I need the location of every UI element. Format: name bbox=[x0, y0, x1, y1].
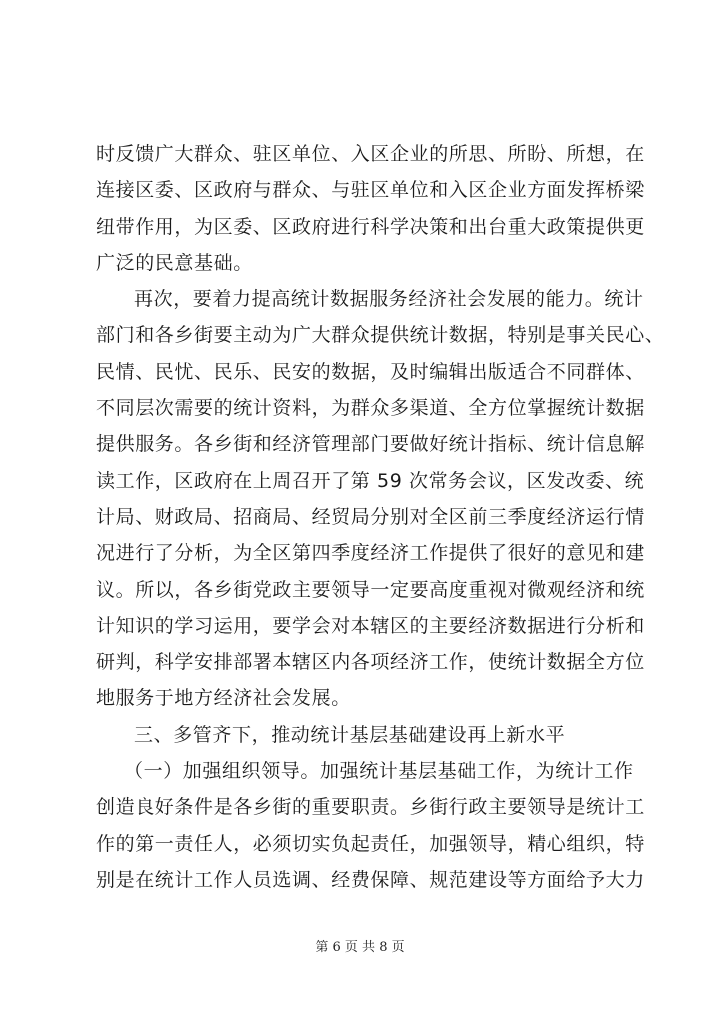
section-heading: 三、多管齐下，推动统计基层基础建设再上新水平 bbox=[134, 723, 566, 746]
text-line: 计局、财政局、招商局、经贸局分别对全区前三季度经济运行情 bbox=[96, 505, 645, 528]
text-line: 况进行了分析，为全区第四季度经济工作提供了很好的意见和建 bbox=[96, 542, 645, 565]
text-line: 研判，科学安排部署本辖区内各项经济工作，使统计数据全方位 bbox=[96, 651, 645, 674]
paragraph-start-line: 再次，要着力提高统计数据服务经济社会发展的能力。统计 bbox=[134, 288, 644, 311]
text-line: 民情、民忧、民乐、民安的数据，及时编辑出版适合不同群体、 bbox=[96, 360, 645, 383]
text-line: 提供服务。各乡街和经济管理部门要做好统计指标、统计信息解 bbox=[96, 433, 645, 456]
text-line: 纽带作用，为区委、区政府进行科学决策和出台重大政策提供更 bbox=[96, 215, 645, 238]
text-line: 计知识的学习运用，要学会对本辖区的主要经济数据进行分析和 bbox=[96, 614, 645, 637]
page-number-label: 第 6 页 共 8 页 bbox=[315, 940, 405, 955]
document-body bbox=[96, 136, 665, 898]
text-line: 读工作，区政府在上周召开了第 59 次常务会议，区发改委、统 bbox=[96, 469, 645, 492]
subsection-start-line: （一）加强组织领导。加强统计基层基础工作，为统计工作 bbox=[124, 760, 634, 783]
text-line: 作的第一责任人，必须切实负起责任，加强领导，精心组织，特 bbox=[96, 832, 645, 855]
text-line: 时反馈广大群众、驻区单位、入区企业的所思、所盼、所想，在 bbox=[96, 143, 645, 165]
text-line: 地服务于地方经济社会发展。 bbox=[96, 687, 351, 710]
text-line: 不同层次需要的统计资料，为群众多渠道、全方位掌握统计数据 bbox=[96, 397, 645, 420]
text-line: 连接区委、区政府与群众、与驻区单位和入区企业方面发挥桥梁 bbox=[96, 179, 645, 202]
page-footer bbox=[0, 936, 720, 955]
text-line: 别是在统计工作人员选调、经费保障、规范建设等方面给予大力 bbox=[96, 868, 645, 891]
text-line: 部门和各乡街要主动为广大群众提供统计数据，特别是事关民心、 bbox=[96, 324, 665, 347]
text-line: 广泛的民意基础。 bbox=[96, 251, 253, 274]
text-line: 议。所以，各乡街党政主要领导一定要高度重视对微观经济和统 bbox=[96, 578, 645, 601]
text-line: 创造良好条件是各乡街的重要职责。乡街行政主要领导是统计工 bbox=[96, 796, 645, 819]
